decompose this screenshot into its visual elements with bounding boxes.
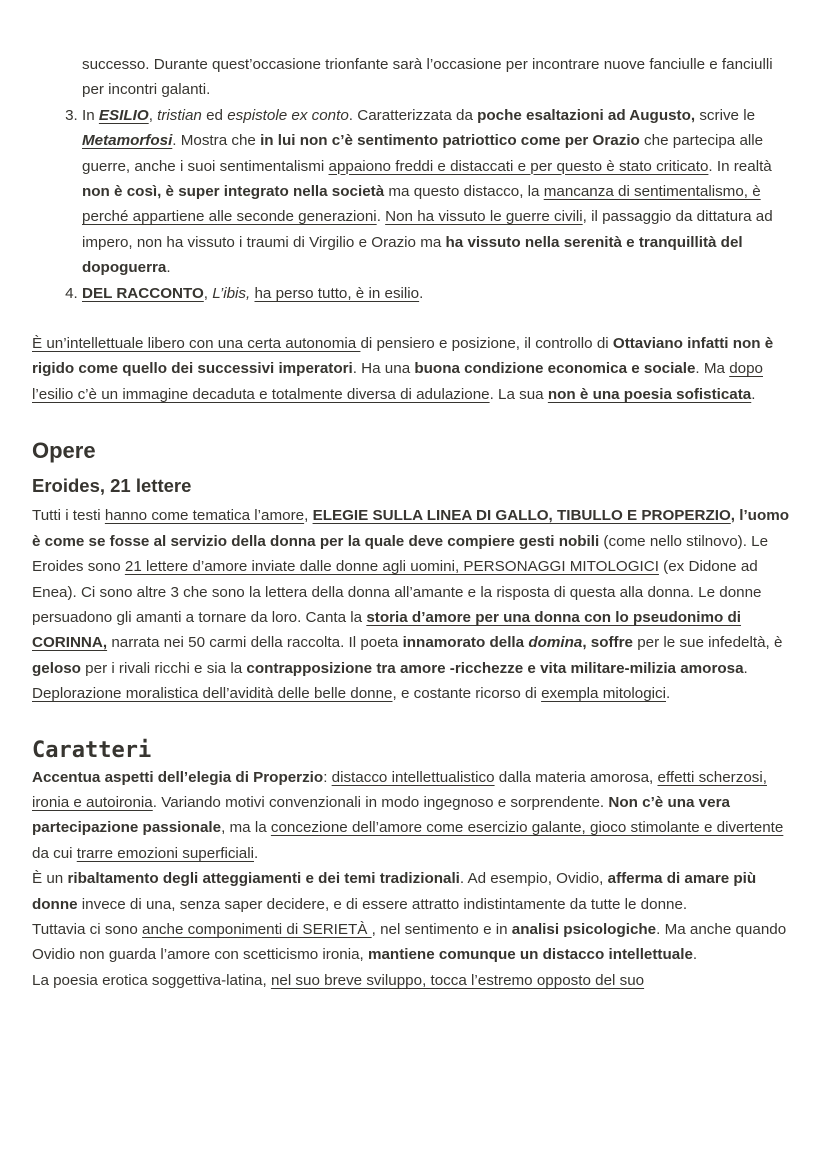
text-span: (ex Didone ad Enea). Ci sono altre 3 che sono la lettera della donna all’amante e la risposta di questa alla donna. Le donne persuadono gli amanti a tornare da loro. Canta la — [32, 558, 762, 626]
text-span: . — [743, 659, 748, 677]
text-span: tristian — [157, 106, 202, 124]
text-span: poche esaltazioni ad Augusto, — [477, 106, 696, 124]
text-span: ribaltamento degli atteggiamenti e dei temi tradizionali — [67, 870, 460, 888]
text-span: Non ha vissuto le guerre civili — [385, 208, 583, 226]
text-span: , — [148, 106, 158, 124]
text-span: , — [203, 284, 213, 302]
text-span: . — [254, 844, 259, 862]
text-span: ESILIO — [98, 106, 149, 124]
spacer — [32, 306, 794, 331]
text-span: . — [751, 385, 756, 403]
paragraph-caratteri-4 — [32, 968, 794, 993]
text-span: Non c’è una vera partecipazione passionale — [32, 793, 730, 837]
text-span: Tuttavia ci sono — [32, 920, 143, 938]
text-span: ha vissuto nella serenità e tranquillità del dopoguerra — [82, 233, 743, 277]
text-span: . Caratterizzata da — [348, 106, 478, 124]
text-span: Metamorfosi — [82, 132, 173, 150]
text-span: , ma la — [221, 819, 271, 837]
paragraph-eroides — [32, 503, 794, 706]
text-span: mantiene comunque un distacco intellettuale — [367, 946, 693, 964]
text-span: da cui — [32, 844, 77, 862]
text-span: DEL RACCONTO — [82, 284, 204, 302]
text-span: domina — [528, 634, 583, 652]
paragraph-caratteri-3 — [32, 917, 794, 968]
continued-list-text — [32, 52, 794, 103]
text-span: . — [666, 685, 671, 703]
text-span: invece di una, senza saper decidere, e di essere attratto indistintamente da tutte le donne. — [77, 895, 688, 913]
text-span: non è così, è super integrato nella società — [82, 183, 385, 201]
list-item-3 — [82, 103, 794, 281]
text-span: (come nello stilnovo). Le Eroides sono — [32, 532, 769, 576]
text-span: , e costante ricorso di — [392, 685, 542, 703]
text-span: afferma di amare più donne — [32, 870, 757, 913]
text-span: . La sua — [489, 385, 548, 403]
text-span: narrata nei 50 carmi della raccolta. Il poeta — [107, 634, 403, 652]
text-span: analisi psicologiche — [511, 920, 657, 938]
text-span: contrapposizione tra amore -ricchezze e vita militare-milizia amorosa — [246, 659, 744, 677]
text-span: . Variando motivi convenzionali in modo ingegnoso e sorprendente. — [152, 793, 609, 811]
text-span: , il passaggio da dittatura ad impero, non ha vissuto i traumi di Virgilio e Orazio ma — [82, 208, 773, 251]
text-span: In — [82, 106, 99, 124]
text-span: per le sue infedeltà, è — [632, 634, 783, 652]
text-span: appaiono freddi e distaccati e per questo è stato criticato — [328, 157, 709, 175]
text-span: Tutti i testi — [32, 507, 105, 525]
text-span: effetti scherzosi, ironia e autoironia — [32, 768, 767, 811]
text-span: . Mostra che — [172, 132, 261, 150]
text-span: anche componimenti di SERIETÀ — [142, 920, 372, 938]
text-span: distacco intellettualistico — [331, 768, 495, 786]
text-span: È un’intellettuale libero con una certa autonomia — [32, 335, 361, 353]
text-span: Ottaviano infatti non è rigido come quello dei successivi imperatori — [32, 335, 774, 378]
heading-opere: Opere — [32, 438, 96, 464]
subheading-eroides: Eroides, 21 lettere — [32, 475, 192, 497]
text-span: . Ha una — [352, 360, 415, 378]
text-span: mancanza di sentimentalismo, è perché appartiene alle seconde generazioni — [82, 183, 761, 226]
text-span: È un — [32, 870, 68, 888]
text-span: ha perso tutto, è in esilio — [254, 284, 420, 302]
text-span: dopo l’esilio c’è un immagine decaduta e totalmente diversa di adulazione — [32, 360, 763, 403]
text-span: ELEGIE SULLA LINEA DI GALLO, TIBULLO E PROPERZIO — [312, 507, 731, 525]
text-span: L’ibis, — [212, 284, 251, 302]
text-span: . Ad esempio, Ovidio, — [459, 870, 608, 888]
text-span: non è una poesia sofisticata — [547, 385, 752, 403]
paragraph-caratteri-1 — [32, 765, 794, 867]
text-span: per i rivali ricchi e sia la — [80, 659, 247, 677]
text-span: buona condizione economica e sociale — [414, 360, 696, 378]
list-item-4 — [82, 281, 794, 306]
text-span: . Ma — [695, 360, 730, 378]
text-span: scrive le — [695, 106, 756, 124]
text-span: di pensiero e posizione, il controllo di — [360, 335, 613, 353]
text-span: . In realtà — [708, 157, 772, 175]
text-span: : — [323, 768, 332, 786]
text-span: ed — [201, 106, 228, 124]
paragraph-caratteri-2 — [32, 866, 794, 917]
text-span: concezione dell’amore come esercizio galante, gioco stimolante e divertente — [270, 819, 784, 837]
text-span: 21 lettere d’amore inviate dalle donne agli uomini, PERSONAGGI MITOLOGICI — [124, 558, 659, 576]
text-span: che partecipa alle guerre, anche i suoi sentimentalismi — [82, 132, 764, 175]
text-span: Deplorazione moralistica dell’avidità delle belle donne — [32, 685, 393, 703]
text-span: dalla materia amorosa, — [494, 768, 658, 786]
text-span: . — [166, 259, 171, 277]
text-span: , l’uomo è come se fosse al servizio della donna per la quale deve compiere gesti nobili — [32, 507, 790, 550]
heading-caratteri: Caratteri — [32, 737, 152, 763]
paragraph-intellettuale — [32, 331, 794, 407]
text-span: in lui non c’è sentimento patriottico come per Orazio — [260, 132, 640, 150]
text-span: exempla mitologici — [541, 685, 667, 703]
text-span: . — [419, 284, 424, 302]
text-span: nel suo breve sviluppo, tocca l’estremo opposto del suo — [270, 971, 645, 989]
text-span: successo. Durante quest’occasione trionfante sarà l’occasione per incontrare nuove fanciulle e fanciulli per incontri galanti. — [82, 56, 773, 99]
text-span: hanno come tematica l’amore — [104, 507, 305, 525]
text-span: trarre emozioni superficiali — [76, 844, 255, 862]
text-span: La poesia erotica soggettiva-latina, — [32, 971, 271, 989]
text-span: Accentua aspetti dell’elegia di Properzio — [32, 768, 324, 786]
text-span: , soffre — [582, 634, 633, 652]
text-span: innamorato della — [402, 634, 529, 652]
text-span: . Ma anche quando Ovidio non guarda l’amore con scetticismo ironia, — [32, 920, 787, 964]
text-span: espistole ex conto — [227, 106, 349, 124]
numbered-list — [32, 103, 794, 306]
text-span: , nel sentimento e in — [371, 920, 512, 938]
text-span: storia d’amore per una donna con lo pseudonimo di CORINNA, — [32, 608, 742, 652]
text-span: geloso — [32, 659, 81, 677]
text-span: . — [376, 208, 386, 226]
text-span: , — [304, 507, 313, 525]
text-span: . — [692, 946, 698, 964]
text-span: ma questo distacco, la — [384, 183, 544, 201]
